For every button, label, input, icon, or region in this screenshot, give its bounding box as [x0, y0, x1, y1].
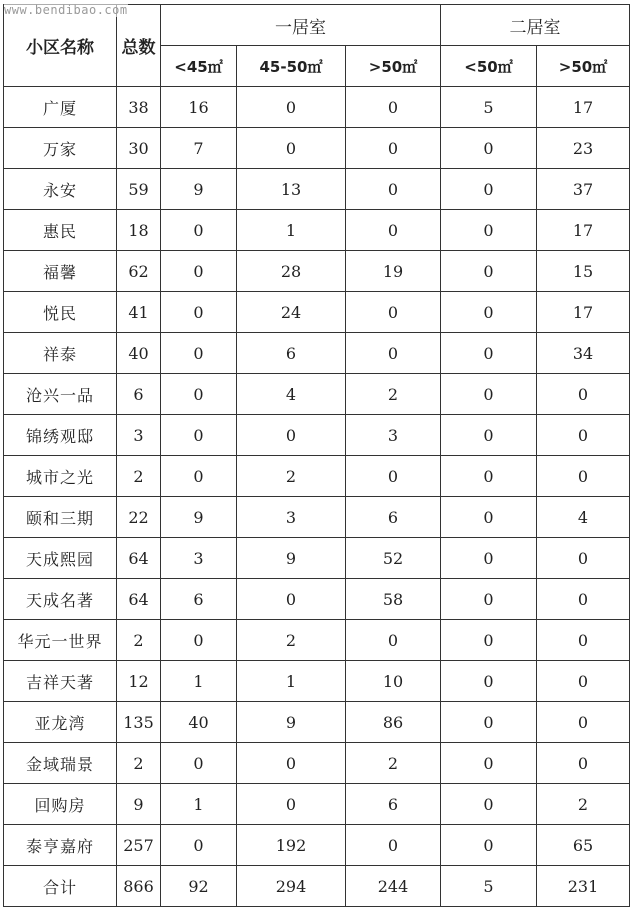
cell-one-bed-over-50: 52 [346, 538, 441, 579]
cell-one-bed-under-45: 9 [161, 497, 237, 538]
cell-total: 18 [117, 210, 161, 251]
cell-two-bed-under-50: 0 [441, 538, 537, 579]
table-row [4, 620, 630, 661]
table-row [4, 415, 630, 456]
header-community-name: 小区名称 [4, 5, 117, 87]
cell-one-bed-over-50: 244 [346, 866, 441, 907]
cell-one-bed-over-50: 6 [346, 497, 441, 538]
cell-one-bed-over-50: 0 [346, 128, 441, 169]
cell-total: 3 [117, 415, 161, 456]
cell-one-bed-over-50: 6 [346, 784, 441, 825]
cell-one-bed-under-45: 0 [161, 825, 237, 866]
cell-community-name: 万家 [4, 128, 117, 169]
cell-two-bed-over-50: 0 [537, 579, 630, 620]
cell-two-bed-under-50: 0 [441, 128, 537, 169]
cell-one-bed-over-50: 0 [346, 620, 441, 661]
cell-two-bed-under-50: 5 [441, 87, 537, 128]
cell-community-name: 天成名著 [4, 579, 117, 620]
cell-two-bed-under-50: 0 [441, 169, 537, 210]
cell-community-name: 永安 [4, 169, 117, 210]
cell-one-bed-over-50: 2 [346, 743, 441, 784]
cell-total: 59 [117, 169, 161, 210]
cell-two-bed-over-50: 17 [537, 210, 630, 251]
header-total: 总数 [117, 5, 161, 87]
cell-one-bed-over-50: 0 [346, 333, 441, 374]
cell-one-bed-under-45: 3 [161, 538, 237, 579]
cell-community-name: 祥泰 [4, 333, 117, 374]
cell-one-bed-over-50: 0 [346, 87, 441, 128]
cell-one-bed-under-45: 92 [161, 866, 237, 907]
table-total-row [4, 866, 630, 907]
cell-one-bed-45-50: 1 [237, 661, 346, 702]
cell-one-bed-under-45: 0 [161, 620, 237, 661]
table-row [4, 169, 630, 210]
cell-community-name: 金域瑞景 [4, 743, 117, 784]
table-row [4, 497, 630, 538]
cell-one-bed-under-45: 1 [161, 784, 237, 825]
cell-one-bed-45-50: 9 [237, 702, 346, 743]
cell-one-bed-over-50: 0 [346, 169, 441, 210]
cell-two-bed-under-50: 5 [441, 866, 537, 907]
cell-total: 135 [117, 702, 161, 743]
cell-community-name: 合计 [4, 866, 117, 907]
cell-one-bed-under-45: 1 [161, 661, 237, 702]
table-row [4, 251, 630, 292]
cell-one-bed-under-45: 16 [161, 87, 237, 128]
cell-one-bed-over-50: 0 [346, 825, 441, 866]
table-row [4, 538, 630, 579]
cell-community-name: 沧兴一品 [4, 374, 117, 415]
cell-two-bed-over-50: 0 [537, 415, 630, 456]
cell-total: 9 [117, 784, 161, 825]
cell-one-bed-45-50: 3 [237, 497, 346, 538]
table-row [4, 661, 630, 702]
cell-one-bed-over-50: 0 [346, 210, 441, 251]
cell-community-name: 惠民 [4, 210, 117, 251]
header-one-bed-over-50: >50㎡ [346, 46, 441, 87]
cell-one-bed-45-50: 192 [237, 825, 346, 866]
cell-two-bed-over-50: 2 [537, 784, 630, 825]
cell-total: 40 [117, 333, 161, 374]
cell-community-name: 天成熙园 [4, 538, 117, 579]
cell-community-name: 颐和三期 [4, 497, 117, 538]
cell-two-bed-under-50: 0 [441, 456, 537, 497]
cell-one-bed-45-50: 0 [237, 87, 346, 128]
cell-total: 64 [117, 579, 161, 620]
cell-two-bed-over-50: 15 [537, 251, 630, 292]
cell-one-bed-45-50: 4 [237, 374, 346, 415]
cell-one-bed-under-45: 7 [161, 128, 237, 169]
cell-total: 866 [117, 866, 161, 907]
cell-one-bed-45-50: 0 [237, 579, 346, 620]
cell-two-bed-over-50: 34 [537, 333, 630, 374]
table-row [4, 743, 630, 784]
cell-two-bed-under-50: 0 [441, 702, 537, 743]
header-two-bed-under-50: <50㎡ [441, 46, 537, 87]
cell-one-bed-45-50: 13 [237, 169, 346, 210]
watermark-text: www.bendibao.com [4, 3, 128, 17]
cell-total: 64 [117, 538, 161, 579]
cell-two-bed-over-50: 231 [537, 866, 630, 907]
cell-two-bed-under-50: 0 [441, 210, 537, 251]
cell-two-bed-under-50: 0 [441, 333, 537, 374]
cell-two-bed-under-50: 0 [441, 415, 537, 456]
table-row [4, 784, 630, 825]
cell-two-bed-over-50: 4 [537, 497, 630, 538]
header-one-bed-under-45: <45㎡ [161, 46, 237, 87]
cell-community-name: 亚龙湾 [4, 702, 117, 743]
cell-two-bed-under-50: 0 [441, 784, 537, 825]
cell-community-name: 华元一世界 [4, 620, 117, 661]
cell-community-name: 城市之光 [4, 456, 117, 497]
cell-community-name: 锦绣观邸 [4, 415, 117, 456]
housing-allocation-table [3, 4, 630, 907]
cell-one-bed-under-45: 0 [161, 456, 237, 497]
table-row [4, 292, 630, 333]
cell-one-bed-over-50: 19 [346, 251, 441, 292]
cell-one-bed-45-50: 2 [237, 456, 346, 497]
cell-one-bed-over-50: 0 [346, 456, 441, 497]
cell-one-bed-45-50: 28 [237, 251, 346, 292]
cell-two-bed-under-50: 0 [441, 620, 537, 661]
cell-one-bed-under-45: 0 [161, 251, 237, 292]
cell-one-bed-over-50: 58 [346, 579, 441, 620]
cell-two-bed-under-50: 0 [441, 251, 537, 292]
cell-one-bed-45-50: 9 [237, 538, 346, 579]
header-one-bedroom: 一居室 [161, 5, 441, 46]
cell-two-bed-over-50: 23 [537, 128, 630, 169]
cell-two-bed-over-50: 17 [537, 87, 630, 128]
cell-two-bed-under-50: 0 [441, 661, 537, 702]
table-row [4, 333, 630, 374]
cell-two-bed-over-50: 65 [537, 825, 630, 866]
cell-one-bed-over-50: 10 [346, 661, 441, 702]
table-row [4, 702, 630, 743]
cell-one-bed-45-50: 0 [237, 128, 346, 169]
cell-total: 30 [117, 128, 161, 169]
cell-one-bed-45-50: 24 [237, 292, 346, 333]
cell-total: 38 [117, 87, 161, 128]
cell-two-bed-over-50: 0 [537, 661, 630, 702]
cell-one-bed-over-50: 2 [346, 374, 441, 415]
cell-one-bed-under-45: 0 [161, 292, 237, 333]
cell-community-name: 广厦 [4, 87, 117, 128]
table-row [4, 456, 630, 497]
cell-two-bed-over-50: 17 [537, 292, 630, 333]
header-two-bed-over-50: >50㎡ [537, 46, 630, 87]
cell-total: 2 [117, 620, 161, 661]
cell-two-bed-over-50: 0 [537, 456, 630, 497]
cell-one-bed-45-50: 1 [237, 210, 346, 251]
cell-total: 62 [117, 251, 161, 292]
cell-community-name: 吉祥天著 [4, 661, 117, 702]
cell-one-bed-over-50: 0 [346, 292, 441, 333]
cell-community-name: 悦民 [4, 292, 117, 333]
cell-total: 2 [117, 743, 161, 784]
header-two-bedroom: 二居室 [441, 5, 630, 46]
cell-one-bed-under-45: 0 [161, 333, 237, 374]
cell-one-bed-over-50: 3 [346, 415, 441, 456]
cell-total: 6 [117, 374, 161, 415]
cell-two-bed-over-50: 0 [537, 620, 630, 661]
cell-one-bed-45-50: 294 [237, 866, 346, 907]
cell-one-bed-over-50: 86 [346, 702, 441, 743]
cell-two-bed-under-50: 0 [441, 497, 537, 538]
cell-two-bed-under-50: 0 [441, 292, 537, 333]
table-body [4, 87, 630, 907]
table-row [4, 210, 630, 251]
cell-total: 12 [117, 661, 161, 702]
cell-total: 2 [117, 456, 161, 497]
cell-one-bed-45-50: 2 [237, 620, 346, 661]
table-row [4, 825, 630, 866]
cell-two-bed-over-50: 0 [537, 374, 630, 415]
cell-two-bed-under-50: 0 [441, 374, 537, 415]
cell-one-bed-45-50: 0 [237, 743, 346, 784]
cell-community-name: 回购房 [4, 784, 117, 825]
cell-one-bed-45-50: 0 [237, 784, 346, 825]
cell-total: 257 [117, 825, 161, 866]
cell-total: 41 [117, 292, 161, 333]
cell-one-bed-under-45: 0 [161, 743, 237, 784]
header-one-bed-45-50: 45-50㎡ [237, 46, 346, 87]
cell-two-bed-under-50: 0 [441, 743, 537, 784]
cell-one-bed-under-45: 0 [161, 210, 237, 251]
cell-one-bed-under-45: 40 [161, 702, 237, 743]
cell-two-bed-over-50: 0 [537, 702, 630, 743]
cell-total: 22 [117, 497, 161, 538]
cell-two-bed-over-50: 0 [537, 743, 630, 784]
table-row [4, 579, 630, 620]
cell-one-bed-under-45: 6 [161, 579, 237, 620]
cell-community-name: 福馨 [4, 251, 117, 292]
cell-one-bed-45-50: 0 [237, 415, 346, 456]
table-row [4, 87, 630, 128]
cell-one-bed-under-45: 9 [161, 169, 237, 210]
table-row [4, 128, 630, 169]
cell-community-name: 泰亨嘉府 [4, 825, 117, 866]
cell-two-bed-over-50: 0 [537, 538, 630, 579]
table-row [4, 374, 630, 415]
cell-two-bed-under-50: 0 [441, 825, 537, 866]
cell-one-bed-45-50: 6 [237, 333, 346, 374]
cell-two-bed-over-50: 37 [537, 169, 630, 210]
cell-two-bed-under-50: 0 [441, 579, 537, 620]
cell-one-bed-under-45: 0 [161, 374, 237, 415]
cell-one-bed-under-45: 0 [161, 415, 237, 456]
